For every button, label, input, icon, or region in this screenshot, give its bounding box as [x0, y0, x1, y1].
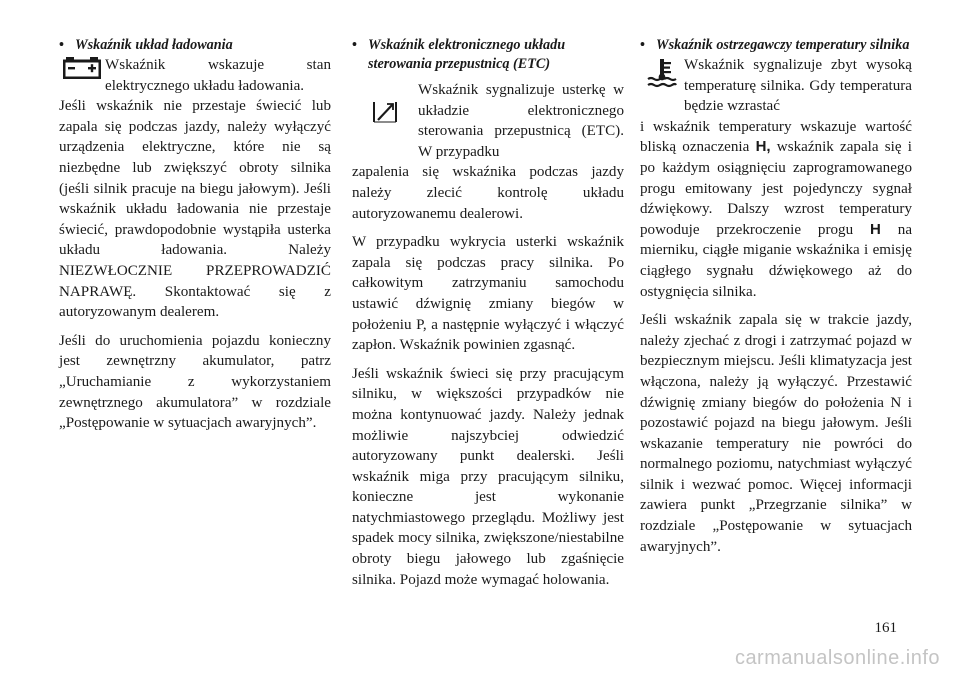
- section-heading: [59, 36, 331, 55]
- bullet: •: [640, 37, 645, 53]
- h-mark-2: H: [870, 220, 881, 238]
- etc-lead-continuation: zapalenia się wskaźnika podczas jazdy należy zlecić kontrolę układu autoryzowanemu dealerowi.: [352, 164, 624, 222]
- throttle-control-icon: [352, 80, 418, 124]
- temperature-text-c: na mierniku, ciągłe miganie wskaźnika i emisję ciągłego sygnału dźwiękowego aż do ostygnięcia silnika.: [640, 221, 913, 300]
- column-charging-system: [59, 36, 331, 442]
- charging-paragraph-2: Jeśli do uruchomienia pojazdu konieczny jest zewnętrzny akumulator, patrz „Uruchamianie z wykorzystaniem zewnętrznego akumulatora” w rozdziale „Postępowanie w sytuacjach awaryjnych”.: [59, 332, 331, 432]
- temperature-paragraph-1: [640, 117, 912, 302]
- section-heading: [640, 36, 912, 55]
- heading-temperature-indicator: Wskaźnik ostrzegawczy temperatury silnika: [656, 37, 910, 53]
- column-etc: [352, 36, 624, 598]
- bullet: •: [352, 37, 357, 53]
- icon-paragraph: [640, 55, 912, 117]
- h-mark: H,: [755, 138, 771, 156]
- icon-paragraph: [352, 80, 624, 162]
- heading-charging-indicator: Wskaźnik układ ładowania: [75, 37, 233, 53]
- heading-etc-indicator: Wskaźnik elektronicznego układu sterowania przepustnicą (ETC): [368, 37, 566, 72]
- bullet: •: [59, 37, 64, 53]
- battery-icon: [59, 55, 105, 79]
- watermark: carmanualsonline.info: [734, 647, 940, 669]
- charging-paragraph-1: Jeśli wskaźnik nie przestaje świecić lub zapala się podczas jazdy, należy wyłączyć urządzenia elektryczne, które nie są niezbędne lub zwiększyć obroty silnika (jeśli silnik pracuje na biegu jałowym). Jeśli wskaźnik układu ładowania nie przestaje świecić, prawdopodobnie wystąpiła usterka układu ładowania. Należy NIEZWŁOCZNIE PRZEPROWADZIĆ NAPRAWĘ. Skontaktować się z autoryzowanym dealerem.: [59, 98, 331, 321]
- coolant-temperature-icon: [640, 55, 684, 88]
- charging-lead-text: Wskaźnik wskazuje stan elektrycznego układu ładowania.: [105, 57, 331, 94]
- icon-paragraph: [59, 55, 331, 96]
- etc-paragraph-2: Jeśli wskaźnik świeci się przy pracującym silniku, w większości przypadków nie można kontynuować jazdy. Należy jednak możliwie najszybciej odwiedzić autoryzowany punkt dealerski. Jeśli wskaźnik miga przy pracującym silniku, konieczne jest wykonanie natychmiastowego przeglądu. Możliwy jest spadek mocy silnika, zwiększone/niestabilne obroty biegu jałowego lub zgaśnięcie silnika. Pojazd może wymagać holowania.: [352, 365, 624, 588]
- temperature-text-b: wskaźnik zapala się i po każdym osiągnięciu zaprogramowanego progu emitowany jest pojedynczy sygnał dźwiękowy. Dalszy wzrost temperatury powoduje przekroczenie progu: [640, 139, 912, 238]
- etc-lead-text: Wskaźnik sygnalizuje usterkę w układzie elektronicznego sterowania przepustnicą (ETC). W przypadku: [418, 82, 624, 160]
- column-engine-temperature: [640, 36, 912, 565]
- temperature-text-a: i wskaźnik temperatury wskazuje wartość bliską oznaczenia: [640, 118, 912, 156]
- page-number: 161: [874, 620, 897, 636]
- section-heading: [352, 36, 624, 74]
- etc-paragraph-1: W przypadku wykrycia usterki wskaźnik zapala się podczas pracy silnika. Po całkowitym zatrzymaniu samochodu ustawić dźwignię zmiany biegów w położeniu P, a następnie wyłączyć i włączyć zapłon. Wskaźnik powinien zgasnąć.: [352, 234, 624, 354]
- temperature-lead-text: Wskaźnik sygnalizuje zbyt wysoką temperaturę silnika. Gdy temperatura będzie wzrastać: [684, 57, 912, 115]
- temperature-paragraph-2: Jeśli wskaźnik zapala się w trakcie jazdy, należy zjechać z drogi i zatrzymać pojazd w bezpiecznym miejscu. Jeśli klimatyzacja jest włączona, należy ją wyłączyć. Przestawić dźwignię zmiany biegów do położenia N i pozostawić pojazd na biegu jałowym. Jeśli wskazanie temperatury nie powróci do normalnego poziomu, natychmiast wyłączyć silnik i wezwać pomoc. Więcej informacji zawiera punkt „Przegrzanie silnika” w rozdziale „Postępowanie w sytuacjach awaryjnych”.: [640, 312, 912, 555]
